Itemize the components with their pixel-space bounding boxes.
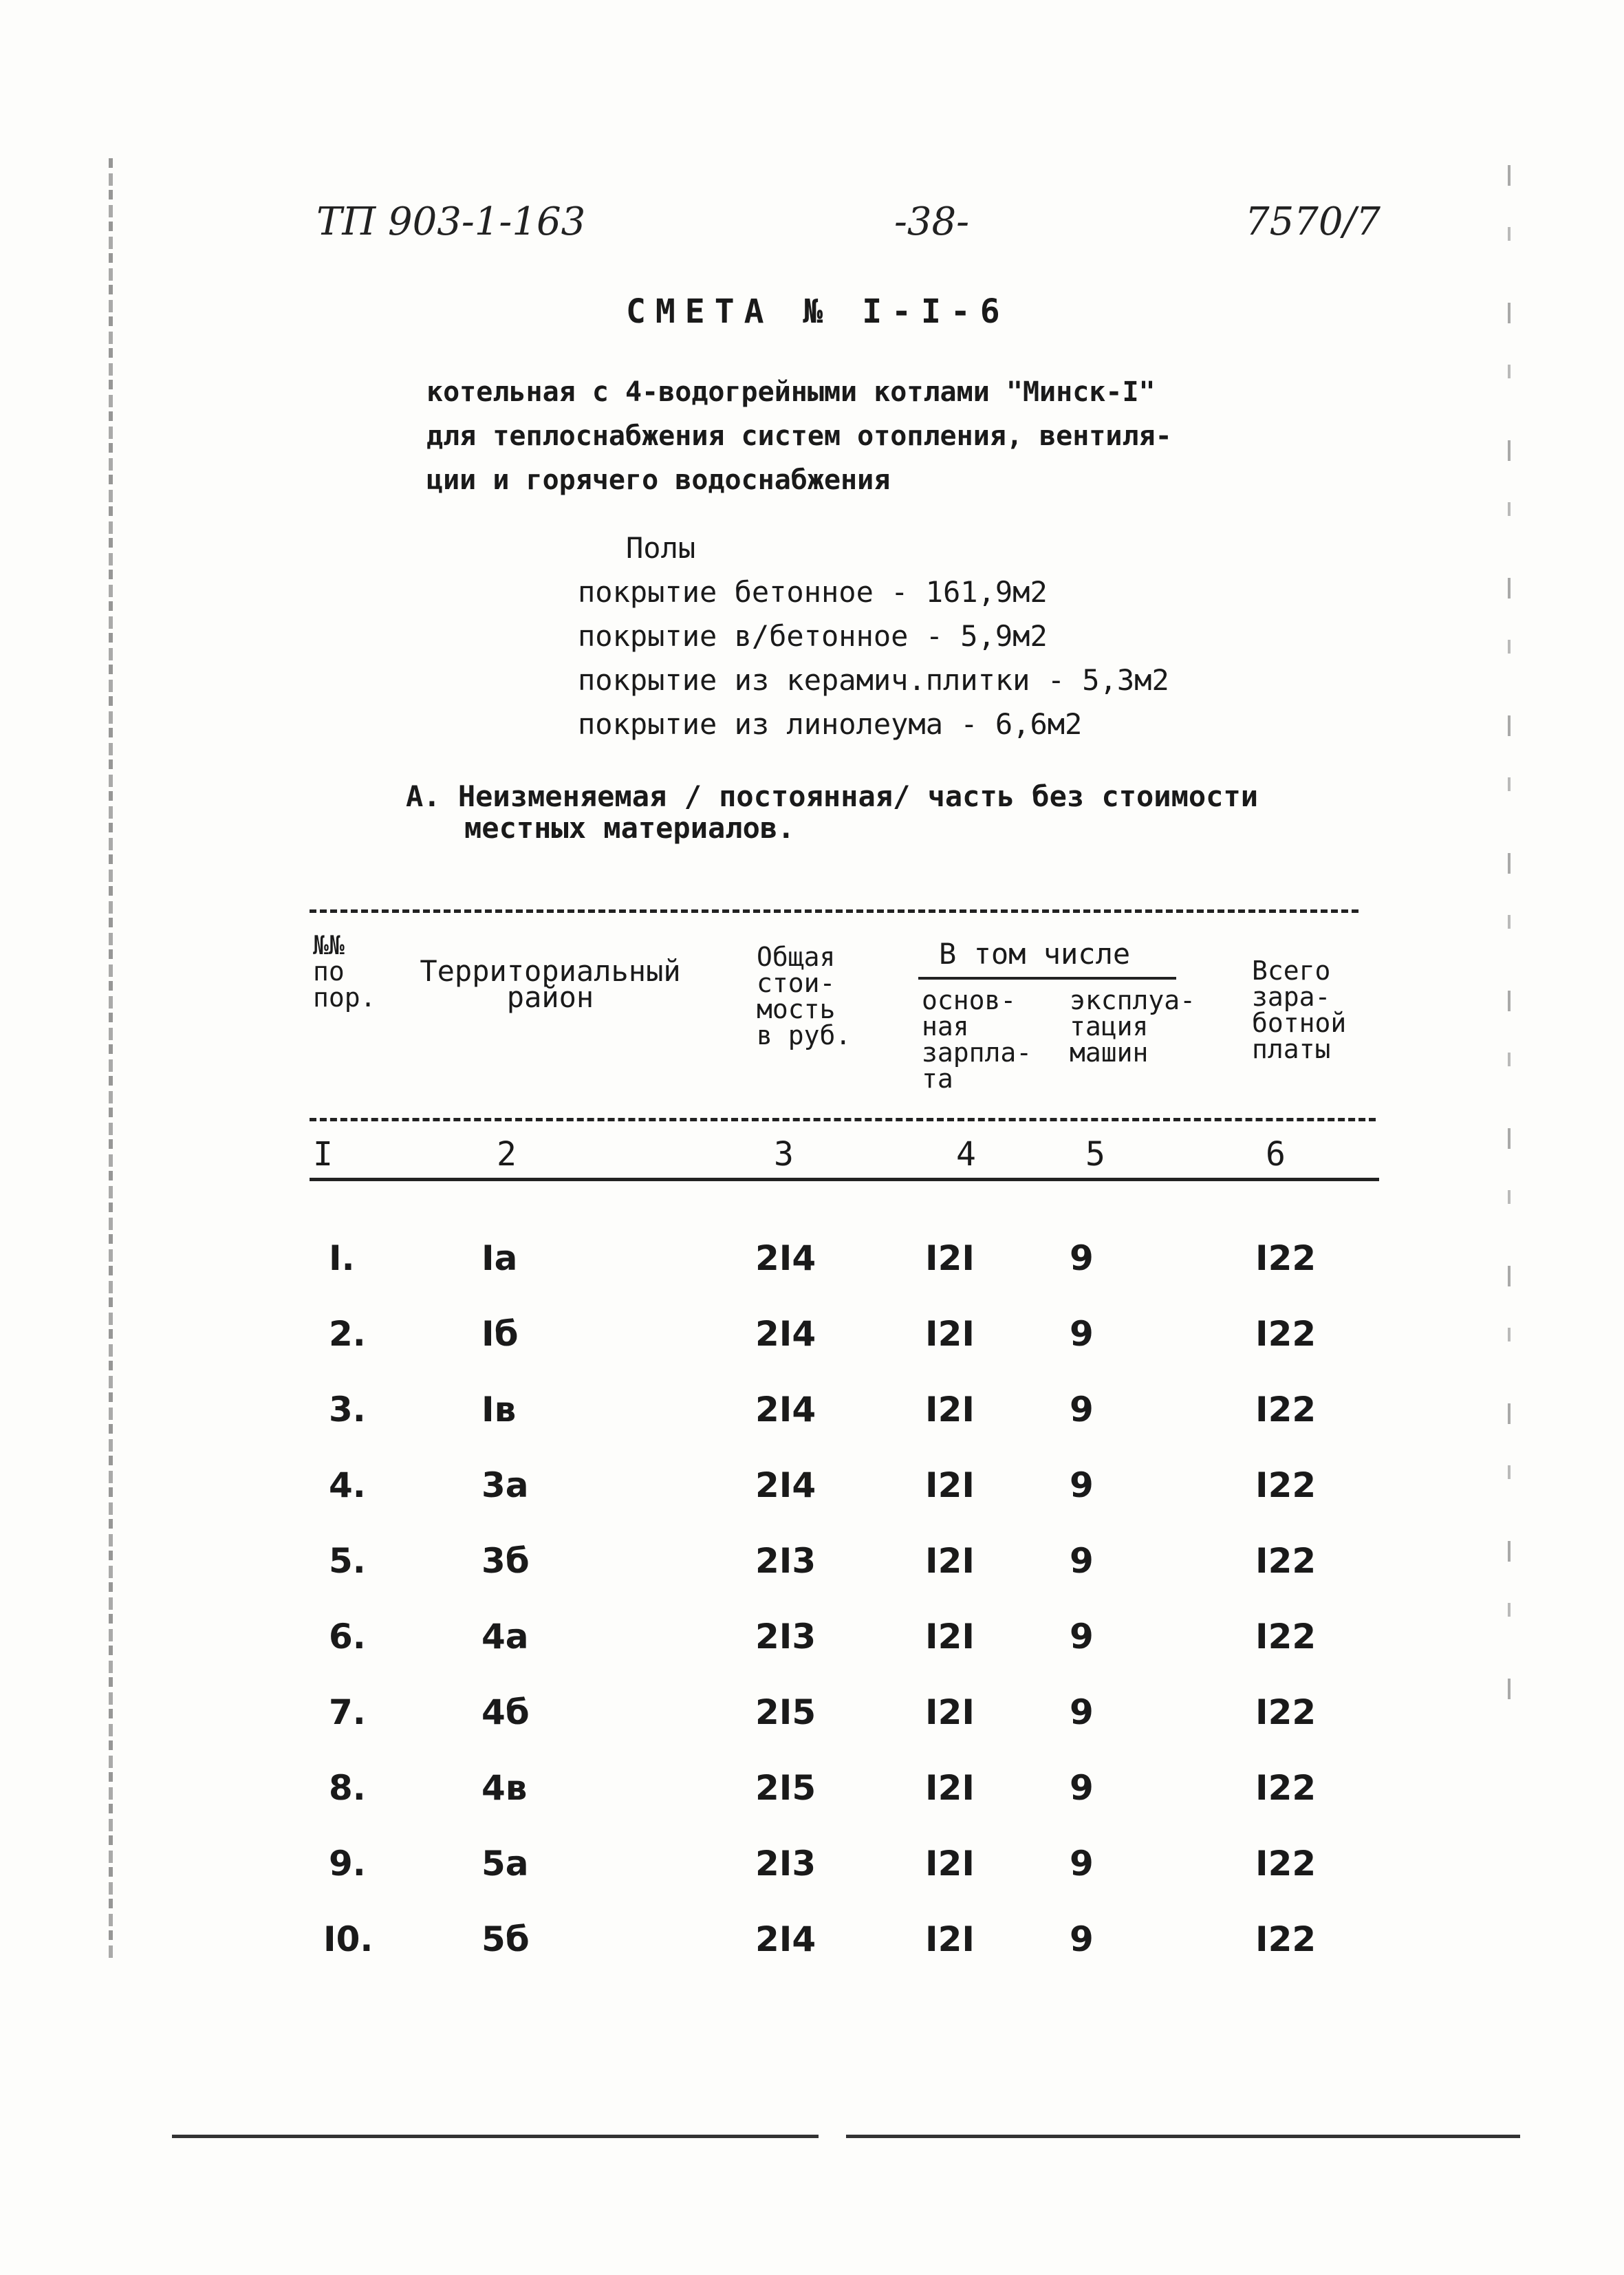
section-a-line: местных материалов. (464, 811, 795, 845)
table-top-rule (310, 909, 1358, 913)
table-row (0, 1844, 1624, 1892)
floors-list (578, 526, 1169, 746)
base-salary: I2I (925, 1692, 975, 1732)
header-col5: эксплуа- тация машин (1070, 985, 1196, 1068)
scan-edge-left (109, 158, 113, 1961)
total-cost: 2I3 (755, 1541, 816, 1581)
table-row (0, 1617, 1624, 1665)
table-row (0, 1692, 1624, 1740)
group-underline (918, 977, 1176, 980)
header-col4: основ- ная зарпла- та (922, 985, 1032, 1094)
machine-operation: 9 (1070, 1238, 1094, 1278)
total-wages: I22 (1255, 1541, 1317, 1581)
total-wages: I22 (1255, 1768, 1317, 1808)
row-number: 6. (329, 1617, 366, 1657)
row-number: 2. (329, 1314, 366, 1354)
header-col6: Всего зара- ботной платы (1252, 956, 1347, 1064)
table-row (0, 1541, 1624, 1589)
total-cost: 2I4 (755, 1238, 816, 1278)
machine-operation: 9 (1070, 1465, 1094, 1505)
machine-operation: 9 (1070, 1390, 1094, 1430)
total-wages: I22 (1255, 1919, 1317, 1959)
base-salary: I2I (925, 1314, 975, 1354)
floors-item: покрытие из линолеума - 6,6м2 (578, 707, 1083, 741)
row-number: 7. (329, 1692, 366, 1732)
floors-title: Полы (626, 531, 696, 565)
description-line: ции и горячего водоснабжения (426, 464, 891, 496)
row-number: 4. (329, 1465, 366, 1505)
table-row (0, 1314, 1624, 1362)
table-row (0, 1919, 1624, 1967)
column-number: 4 (956, 1135, 976, 1174)
machine-operation: 9 (1070, 1919, 1094, 1959)
header-bottom-rule (310, 1118, 1376, 1121)
base-salary: I2I (925, 1541, 975, 1581)
header-col3: Общая стои- мость в руб. (757, 942, 852, 1050)
column-number: 6 (1266, 1135, 1286, 1174)
territorial-district: 5б (481, 1919, 530, 1959)
base-salary: I2I (925, 1238, 975, 1278)
total-cost: 2I5 (755, 1692, 816, 1732)
territorial-district: Iа (481, 1238, 518, 1278)
footer-rule-left (172, 2135, 819, 2138)
table-row (0, 1768, 1624, 1816)
territorial-district: 4а (481, 1617, 529, 1657)
row-number: 9. (329, 1844, 366, 1884)
header-col1: №№ по пор. (313, 930, 376, 1013)
row-number: 5. (329, 1541, 366, 1581)
table-row (0, 1465, 1624, 1513)
total-cost: 2I3 (755, 1617, 816, 1657)
total-wages: I22 (1255, 1844, 1317, 1884)
floors-item: покрытие бетонное - 161,9м2 (578, 575, 1048, 609)
section-a-heading (406, 781, 1258, 844)
description-line: котельная с 4-водогрейными котлами "Минск-I" (426, 376, 1156, 408)
total-wages: I22 (1255, 1692, 1317, 1732)
footer-rule-right (846, 2135, 1520, 2138)
floors-item: покрытие в/бетонное - 5,9м2 (578, 619, 1048, 653)
total-cost: 2I4 (755, 1919, 816, 1959)
territorial-district: Iв (481, 1390, 517, 1430)
column-number: 2 (497, 1135, 517, 1174)
row-number: 8. (329, 1768, 366, 1808)
machine-operation: 9 (1070, 1541, 1094, 1581)
machine-operation: 9 (1070, 1844, 1094, 1884)
territorial-district: 4в (481, 1768, 528, 1808)
total-wages: I22 (1255, 1465, 1317, 1505)
section-a-line: А. Неизменяемая / постоянная/ часть без стоимости (406, 779, 1259, 813)
total-wages: I22 (1255, 1238, 1317, 1278)
machine-operation: 9 (1070, 1314, 1094, 1354)
total-cost: 2I4 (755, 1390, 816, 1430)
base-salary: I2I (925, 1768, 975, 1808)
base-salary: I2I (925, 1390, 975, 1430)
row-number: I. (329, 1238, 355, 1278)
description-line: для теплоснабжения систем отопления, вентиля- (426, 420, 1172, 452)
base-salary: I2I (925, 1844, 975, 1884)
total-wages: I22 (1255, 1314, 1317, 1354)
total-cost: 2I4 (755, 1465, 816, 1505)
base-salary: I2I (925, 1919, 975, 1959)
territorial-district: 3а (481, 1465, 529, 1505)
column-number: I (313, 1135, 333, 1174)
row-number: I0. (323, 1919, 373, 1959)
doc-ref: 7570/7 (1245, 200, 1381, 244)
floors-item: покрытие из керамич.плитки - 5,3м2 (578, 663, 1169, 697)
machine-operation: 9 (1070, 1692, 1094, 1732)
description (426, 370, 1172, 502)
total-wages: I22 (1255, 1390, 1317, 1430)
machine-operation: 9 (1070, 1617, 1094, 1657)
total-cost: 2I5 (755, 1768, 816, 1808)
table-row (0, 1238, 1624, 1286)
page-title: СМЕТА № I-I-6 (626, 292, 1010, 331)
territorial-district: Iб (481, 1314, 519, 1354)
territorial-district: 5а (481, 1844, 529, 1884)
total-wages: I22 (1255, 1617, 1317, 1657)
machine-operation: 9 (1070, 1768, 1094, 1808)
column-number: 3 (774, 1135, 794, 1174)
row-number: 3. (329, 1390, 366, 1430)
base-salary: I2I (925, 1465, 975, 1505)
header-col2: Территориальный район (420, 954, 681, 1014)
column-number: 5 (1085, 1135, 1105, 1174)
page-number: -38- (894, 200, 970, 244)
territorial-district: 3б (481, 1541, 530, 1581)
header-group: В том числе (939, 937, 1131, 971)
total-cost: 2I4 (755, 1314, 816, 1354)
column-numbers-rule (310, 1178, 1379, 1181)
territorial-district: 4б (481, 1692, 530, 1732)
doc-code: ТП 903-1-163 (316, 200, 586, 244)
table-row (0, 1390, 1624, 1438)
total-cost: 2I3 (755, 1844, 816, 1884)
base-salary: I2I (925, 1617, 975, 1657)
